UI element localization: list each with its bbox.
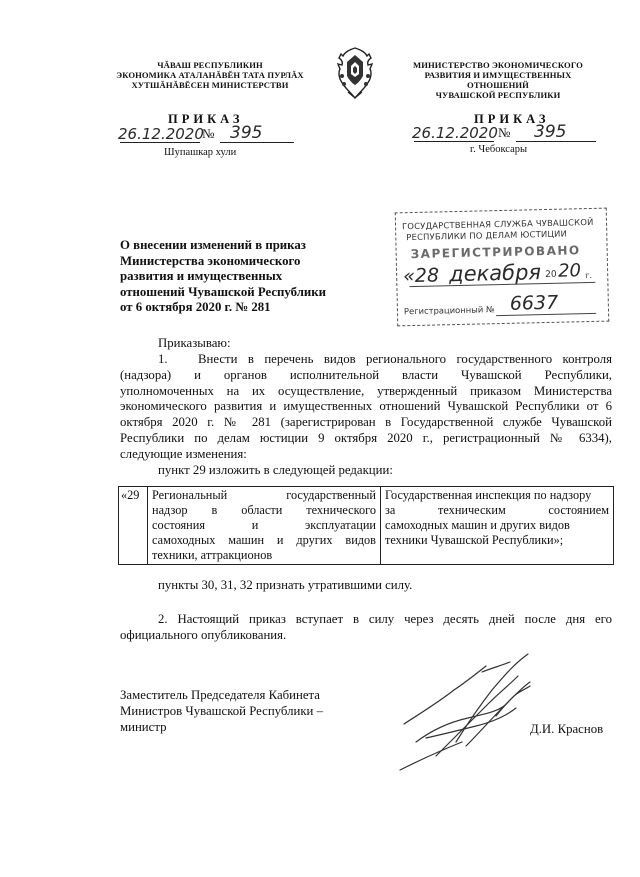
number-underline-left: [220, 142, 294, 143]
table-left-line1: Региональный государственный: [152, 488, 376, 502]
table-cell-number: «29: [119, 487, 148, 565]
header-left-line1: ЧĂВАШ РЕСПУБЛИКИН: [157, 60, 263, 70]
header-left-line2: ЭКОНОМИКА АТАЛАНĂВĔН ТАТА ПУРЛĂХ: [116, 70, 304, 80]
number-underline-right: [516, 141, 596, 142]
point-29-instruction: пункт 29 изложить в следующей редакции:: [158, 463, 393, 477]
registration-stamp: [395, 208, 610, 327]
table-left-line4: самоходных машин и других видов: [152, 533, 376, 547]
table-left-line3: состояния и эксплуатации: [152, 518, 376, 532]
document-title: [120, 238, 380, 316]
signatory-line2: Министров Чувашской Республики –: [120, 703, 324, 718]
stamp-year-prefix: 20: [545, 269, 557, 281]
table-right-line3: самоходных машин и других видов: [385, 518, 570, 532]
stamp-day: «28: [402, 264, 440, 288]
city-chuvash: Шупашкар хули: [164, 147, 237, 158]
ministry-name-chuvash: [110, 60, 310, 90]
title-line4: отношений Чувашской Республики: [120, 284, 326, 299]
date-number-right: [412, 124, 600, 144]
handwritten-date-right: 26.12.2020: [412, 124, 498, 142]
item-1-line5: октября 2020 г. № 281 (зарегистрирован в Государственной службе Чувашской: [120, 415, 612, 430]
header-right-line1: МИНИСТЕРСТВО ЭКОНОМИЧЕСКОГО: [413, 60, 583, 70]
item-1-line6: Республики по делам юстиции 9 октября 2020 г., регистрационный № 6334),: [120, 430, 612, 445]
item-1-line7: следующие изменения:: [120, 446, 247, 461]
coat-of-arms-icon: [334, 46, 376, 104]
table-right-line4: техники Чувашской Республики»;: [385, 533, 564, 547]
points-invalid: пункты 30, 31, 32 признать утратившими силу.: [158, 578, 413, 592]
table-cell-authority: [381, 487, 614, 565]
item-1-number: 1.: [158, 352, 168, 366]
amendment-table: [118, 486, 614, 565]
order-intro: Приказываю:: [158, 336, 231, 350]
title-line1: О внесении изменений в приказ: [120, 238, 306, 252]
item-1-line3: уполномоченных на их осуществление, утвержденный приказом Министерства: [120, 383, 612, 398]
table-right-line1: Государственная инспекция по надзору: [385, 488, 592, 502]
city-russian: г. Чебоксары: [470, 144, 528, 155]
stamp-year-suffix: г.: [585, 270, 593, 281]
table-right-line2: за техническим состоянием: [385, 503, 609, 517]
handwritten-signature: [396, 646, 566, 776]
ministry-name-russian: [398, 60, 598, 100]
date-underline-right: [414, 141, 494, 142]
item-1-line1: Внести в перечень видов регионального государственного контроля: [198, 352, 612, 366]
table-cell-supervision-type: [148, 487, 381, 565]
item-2: [120, 612, 612, 644]
signatory-line1: Заместитель Председателя Кабинета: [120, 688, 320, 702]
title-line5: от 6 октября 2020 г. № 281: [120, 300, 271, 315]
table-row: [119, 487, 614, 565]
number-sign-right: №: [498, 125, 511, 140]
number-sign-left: №: [202, 126, 215, 141]
item-2-line1: 2. Настоящий приказ вступает в силу через десять дней после дня его: [158, 612, 612, 626]
table-left-line2: надзор в области технического: [152, 503, 376, 517]
signatory-name: Д.И. Краснов: [530, 722, 604, 736]
title-line2: Министерства экономического: [120, 253, 301, 268]
doc-type-right: ПРИКАЗ: [474, 112, 550, 126]
doc-type-left: ПРИКАЗ: [168, 112, 244, 126]
item-2-line2: официального опубликования.: [120, 627, 287, 642]
signatory-position: [120, 688, 380, 735]
header-right-line3: ЧУВАШСКОЙ РЕСПУБЛИКИ: [435, 90, 561, 100]
stamp-line1: ГОСУДАРСТВЕННАЯ СЛУЖБА ЧУВАШСКОЙ: [401, 216, 594, 232]
stamp-reg-label: Регистрационный №: [403, 304, 495, 317]
handwritten-number-left: 395: [230, 123, 263, 143]
item-1-line2: (надзора) и органов исполнительной власти Чувашской Республики,: [120, 367, 612, 382]
handwritten-date-left: 26.12.2020: [118, 125, 204, 143]
date-number-left: [118, 125, 296, 145]
signatory-line3: министр: [120, 719, 167, 734]
stamp-line2: РЕСПУБЛИКИ ПО ДЕЛАМ ЮСТИЦИИ: [406, 228, 568, 243]
stamp-month: декабря: [448, 260, 542, 287]
date-underline-left: [120, 142, 200, 143]
stamp-reg-number: 6637: [509, 291, 559, 315]
stamp-registered: ЗАРЕГИСТРИРОВАНО: [410, 243, 581, 262]
item-1-line4: экономического развития и имущественных отношений Чувашской Республики от 6: [120, 399, 612, 414]
handwritten-number-right: 395: [534, 122, 567, 142]
stamp-year: 20: [557, 260, 582, 282]
item-1: [120, 352, 612, 463]
title-line3: развития и имущественных: [120, 269, 283, 284]
header-right-line2: РАЗВИТИЯ И ИМУЩЕСТВЕННЫХ ОТНОШЕНИЙ: [424, 70, 572, 90]
header-left-line3: ХУТШĂНĂВĔСЕН МИНИСТЕРСТВИ: [131, 80, 289, 90]
table-left-line5: техники, аттракционов: [152, 548, 273, 562]
